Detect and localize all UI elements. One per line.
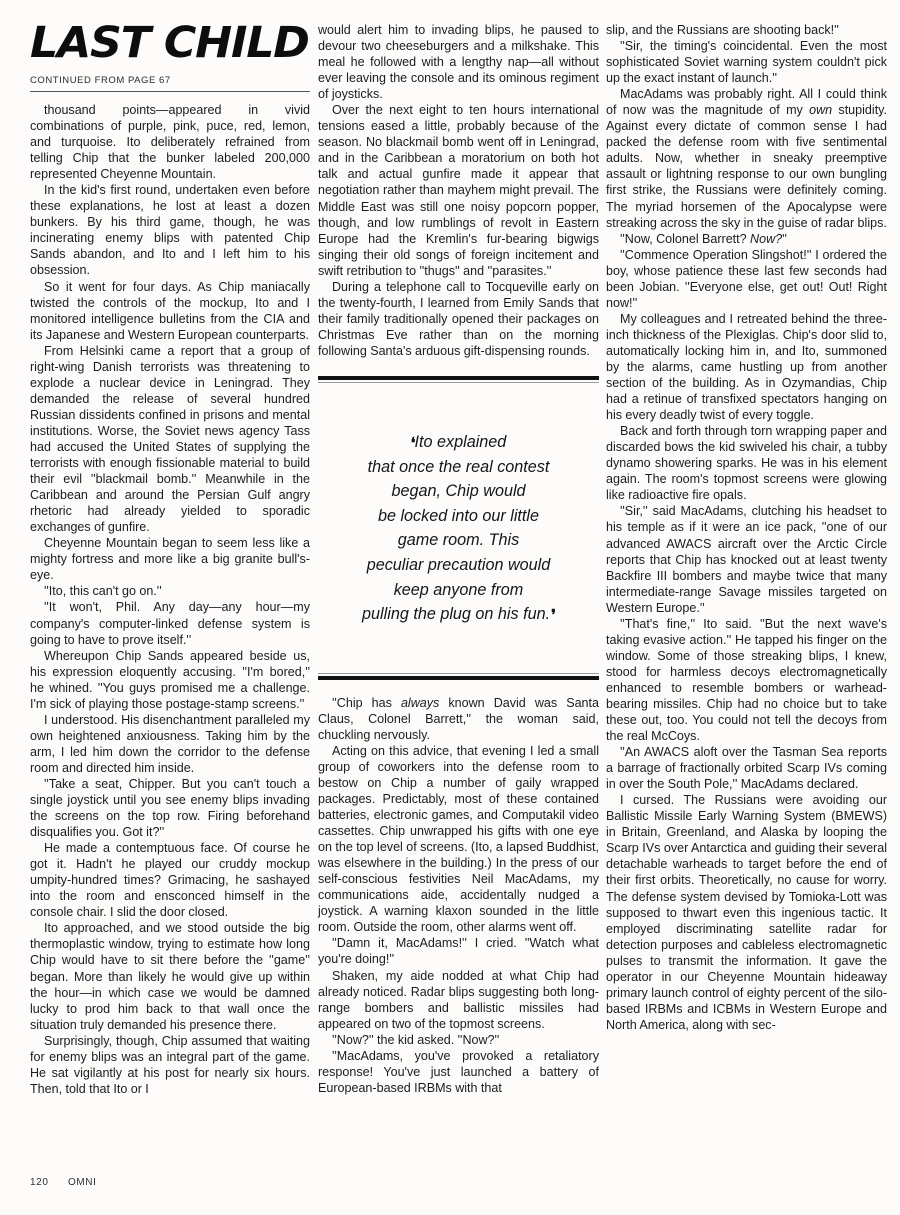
paragraph: ''Now, Colonel Barrett? Now?'' xyxy=(620,231,787,246)
paragraph: ''MacAdams, you've provoked a retaliatory response! You've just launched a battery of European-based IRBMs with that xyxy=(318,1048,599,1095)
paragraph: ''Sir,'' said MacAdams, clutching his headset to his temple as if it were an ice pack, ''one of our advanced AWACS aircraft over the Arctic Circle reports that Chip has knocked out at least twenty Backfire III bombers and maybe twice that many intermediate-range Savage missiles targeted on Western Europe.'' xyxy=(606,504,887,615)
pull-quote-line: be locked into our little xyxy=(377,506,540,525)
quote-open-icon: ❛ xyxy=(410,434,415,452)
paragraph: thousand points—appeared in vivid combinations of purple, pink, puce, red, lemon, and turquoise. Ito deliberately refrained from telling Chip that the bunker labeled 200,000 represented Cheyenne Mountain. xyxy=(30,103,310,182)
paragraph: During a telephone call to Tocqueville early on the twenty-fourth, I learned from Emily Sands that their family traditionally opened their packages on Christmas Eve rather than on the morning following Santa's arduous gift-dispensing rounds. xyxy=(318,279,599,358)
paragraph: Acting on this advice, that evening I led a small group of coworkers into the defense room to bestow on Chip a number of gaily wrapped packages. Predictably, most of these contained batteries, electronic games, and Computakil video cassettes. Chip unwrapped his gifts with one eye on the top level of screens. (Ito, a lapsed Buddhist, was elsewhere in the building.) In the press of our self-conscious festivities Neil MacAdams, my communications aide, accidentally nudged a joystick. A warning klaxon sounded in the little room. Outside the room, other alarms went off. xyxy=(318,743,599,935)
paragraph: ''Take a seat, Chipper. But you can't touch a single joystick until you see enemy blips invading the screens on the top row. Firing beforehand disqualifies you. Got it?'' xyxy=(30,776,310,840)
paragraph: Cheyenne Mountain began to seem less like a mighty fortress and more like a big granite bull's-eye. xyxy=(30,536,310,583)
paragraph: would alert him to invading blips, he paused to devour two cheeseburgers and a milkshake. This meal he followed with a lengthy nap—all without ever leaving the console and its ominous regiment of joysticks. xyxy=(318,23,599,102)
pull-quote xyxy=(318,376,599,680)
paragraph: I cursed. The Russians were avoiding our Ballistic Missile Early Warning System (BMEWS) in Britain, Greenland, and Alaska by looping the Scarp IVs over Antarctica and guiding their several detachable warheads to target before the end of their first orbits. Theoretically, no cause for worry. The defense system devised by Tomioka-Lott was supposed to thwart even this ingenious tactic. It employed discriminating satellite radar for detection purposes and cableless electromagnetic pulses to transmit the information. It gave the operator in our Cheyenne Mountain hideaway primary launch control of eighty percent of the silo-based IRBMs and ICBMs in Western Europe and North America, along with sec- xyxy=(606,793,887,1032)
pull-quote-line: peculiar precaution would xyxy=(366,555,551,574)
continued-from-line: CONTINUED FROM PAGE 67 xyxy=(30,75,171,87)
paragraph: MacAdams was probably right. All I could think of now was the magnitude of my own stupidity. Against every dictate of common sense I had packed the defense room with five sentimental adults. Now, whether in sneaky preemptive assault or lightning response to our own bungling first strike, the Russians were definitely coming. The myriad horsemen of the Apocalypse were streaking across the sky in the guise of radar blips. xyxy=(606,87,888,230)
text-column-3 xyxy=(606,22,887,1033)
page-title: LAST CHILD xyxy=(30,18,309,68)
pull-quote-line: pulling the plug on his fun. xyxy=(362,605,551,624)
pull-quote-line: keep anyone from xyxy=(393,580,524,599)
page-content xyxy=(30,18,888,1192)
paragraph: ''It won't, Phil. Any day—any hour—my company's computer-linked defense system is going to have to prove itself.'' xyxy=(30,600,310,647)
quote-close-icon: ❜ xyxy=(551,607,555,625)
paragraph: ''Chip has always known David was Santa Claus, Colonel Barrett,'' the woman said, chuckling nervously. xyxy=(318,695,599,742)
magazine-name: OMNI xyxy=(68,1177,97,1188)
paragraph: ''Sir, the timing's coincidental. Even the most sophisticated Soviet warning system couldn't pick up the exact instant of launch.'' xyxy=(606,39,887,86)
page-footer xyxy=(30,1177,97,1188)
pull-quote-line: began, Chip would xyxy=(391,482,526,501)
paragraph: ''Ito, this can't go on.'' xyxy=(44,584,162,599)
paragraph: ''An AWACS aloft over the Tasman Sea reports a barrage of fractionally orbited Scarp IVs coming in over the South Pole,'' MacAdams declared. xyxy=(606,745,887,792)
paragraph: ''That's fine,'' Ito said. ''But the next wave's taking evasive action.'' He tapped his finger on the window. Some of those streaking blips, I knew, stood for harmless decoys electromagnetically enhanced to resemble bombers or warhead-bearing missiles. Chip had no choice but to take these out, too. You could not tell the decoys from the real McCoys. xyxy=(606,616,887,744)
masthead xyxy=(30,18,310,92)
paragraph: Ito approached, and we stood outside the big thermoplastic window, trying to estimate how long Chip would have to sit there before the ''game'' began. More than likely he would give up within the hour—in which case we would be damned lucky to prod him back to that wall once the situation truly demanded his presence there. xyxy=(30,921,310,1032)
paragraph: ''Damn it, MacAdams!'' I cried. ''Watch what you're doing!'' xyxy=(318,936,599,967)
text-column-1 xyxy=(30,102,310,1097)
paragraph: Shaken, my aide nodded at what Chip had already noticed. Radar blips suggesting both long-range bombers and ballistic missiles had appeared on two of the topmost screens. xyxy=(318,968,599,1031)
pull-quote-line: game room. This xyxy=(397,531,520,550)
pull-quote-rule-bottom-thin xyxy=(318,673,599,674)
paragraph: Over the next eight to ten hours international tensions eased a little, probably because of the season. No blackmail bomb went off in Leningrad, and in the Caribbean a moratorium on both hot talk and actual gunfire made it appear that negotiation rather than mayhem might prevail. The Middle East was still one noisy popcorn popper, though, and low rumblings of revolt in Eastern Europe had the Kremlin's fur-bearing bigwigs singing their old songs of foreign incitement and swift retribution to ''thugs'' and ''parasites.'' xyxy=(318,103,599,278)
pull-quote-text xyxy=(318,383,599,673)
paragraph: Whereupon Chip Sands appeared beside us, his expression eloquently accusing. ''I'm bored,'' he whined. ''You guys promised me a challenge. I'm sick of playing those postage-stamp screens.'' xyxy=(30,648,310,711)
paragraph: ''Commence Operation Slingshot!'' I ordered the boy, whose patience these last few seconds had been Jobian. ''Everyone else, get out! Out! Right now!'' xyxy=(606,247,887,310)
paragraph: I understood. His disenchantment paralleled my own heightened anxiousness. Taking him by the arm, I led him down the corridor to the defense room and directed him inside. xyxy=(30,712,310,775)
paragraph: Back and forth through torn wrapping paper and discarded bows the kid swiveled his chair, a tubby dynamo showering sparks. He was in his element again. The room's topmost screens were glowing like radioactive fire opals. xyxy=(606,424,887,503)
pull-quote-line: Ito explained xyxy=(414,432,507,451)
paragraph: From Helsinki came a report that a group of right-wing Danish terrorists was threatening to explode a nuclear device in Leningrad. They demanded the release of several hundred Russian dissidents confined in prisons and mental institutions. Worse, the Soviet news agency Tass had accused the United States of supplying the terrorists with enough fissionable material to build their evil ''blackmail bomb.'' Meanwhile in the Caribbean and around the Persian Gulf angry rhetoric had already yielded to sporadic exchanges of gunfire. xyxy=(30,343,310,535)
header-divider xyxy=(30,91,310,92)
paragraph: In the kid's first round, undertaken even before these explanations, he lost at least a dozen bunkers. By his third game, though, he was incinerating enemy blips with patented Chip Sands abandon, and Ito and I left him to his obsession. xyxy=(30,183,310,278)
pull-quote-rule-top-thick xyxy=(318,376,599,380)
paragraph: So it went for four days. As Chip maniacally twisted the controls of the mockup, Ito and I monitored intelligence bulletins from the CIA and its Japanese and Western European counterparts. xyxy=(30,279,310,342)
paragraph: slip, and the Russians are shooting back!'' xyxy=(606,23,839,37)
pull-quote-line: that once the real contest xyxy=(367,457,550,476)
page-number: 120 xyxy=(30,1177,49,1188)
paragraph: He made a contemptuous face. Of course he got it. Hadn't he played our cruddy mockup umpity-hundred times? Grimacing, he sashayed into the room and ensconced himself in the console chair. I slid the door closed. xyxy=(30,841,310,920)
paragraph: ''Now?'' the kid asked. ''Now?'' xyxy=(332,1032,500,1047)
paragraph: Surprisingly, though, Chip assumed that waiting for enemy blips was an integral part of the game. He sat vigilantly at his post for nearly six hours. Then, told that Ito or I xyxy=(30,1033,310,1096)
pull-quote-rule-bottom-thick xyxy=(318,676,599,680)
text-column-2 xyxy=(318,22,599,1096)
paragraph: My colleagues and I retreated behind the three-inch thickness of the Plexiglas. Chip's door slid to, automatically locking him in, and Ito, summoned by the alarms, came hustling up from another section of the building. As in Ozymandias, Chip had a retinue of transfixed spectators hanging on his every deadly twist of every toggle. xyxy=(606,311,887,423)
